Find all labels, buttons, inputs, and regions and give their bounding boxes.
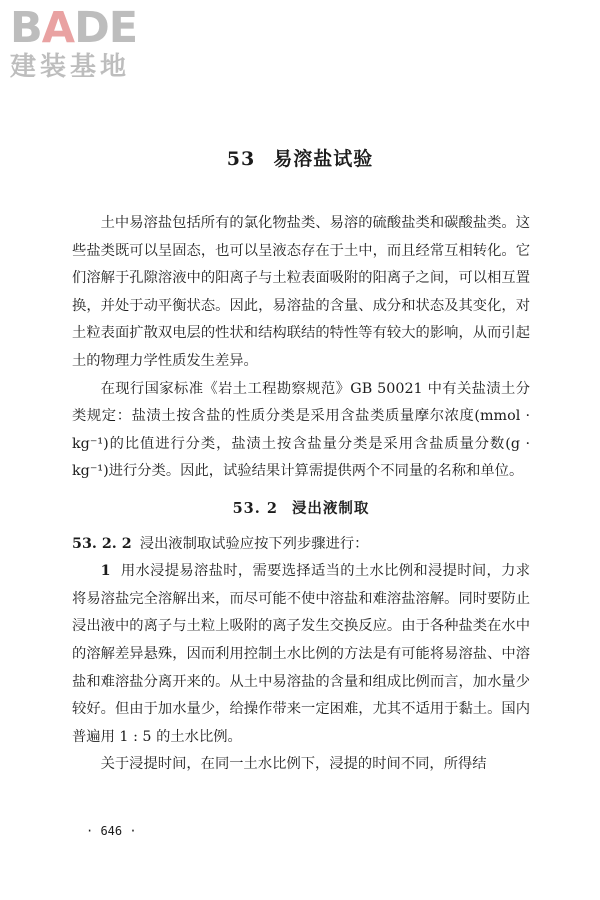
- section-heading: [72, 495, 530, 523]
- clause-paragraph: [72, 531, 530, 559]
- clause-number: 53. 2. 2: [72, 535, 132, 552]
- logo-wordmark: BADE: [10, 3, 138, 53]
- clause-text: 浸出液制取试验应按下列步骤进行：: [139, 535, 369, 552]
- chapter-title: [0, 144, 600, 171]
- logo-subtitle: 建装基地: [10, 52, 131, 82]
- chapter-number: 53: [226, 148, 256, 170]
- section-number: 53. 2: [232, 499, 278, 517]
- item-1-text: 用水浸提易溶盐时，需要选择适当的土水比例和浸提时间，力求将易溶盐完全溶解出来，而尽可能不使中溶盐和难溶盐溶解。同时要防止浸出液中的离子与土粒上吸附的离子发生交换反应。由于各种盐类在水中的溶解差异悬殊，因而利用控制土水比例的方法是有可能将易溶盐、中溶盐和难溶盐分离开来的。从土中易溶盐的含量和组成比例而言，加水量少较好。但由于加水量少，给操作带来一定困难，尤其不适用于黏土。国内普遍用 1 : 5 的土水比例。: [72, 563, 530, 745]
- page-body: [72, 210, 530, 779]
- continuation-paragraph: 关于浸提时间，在同一土水比例下，浸提的时间不同，所得结: [100, 756, 487, 773]
- section-name: 浸出液制取: [291, 499, 370, 517]
- intro-paragraph-1: 土中易溶盐包括所有的氯化物盐类、易溶的硫酸盐类和碳酸盐类。这些盐类既可以呈固态，也可以呈液态存在于土中，而且经常互相转化。它们溶解于孔隙溶液中的阳离子与土粒表面吸附的阳离子之间，可以相互置换，并处于动平衡状态。因此，易溶盐的含量、成分和状态及其变化，对土粒表面扩散双电层的性状和结构联结的特性等有较大的影响，从而引起土的物理力学性质发生差异。: [72, 215, 530, 369]
- page-number: · 646 ·: [86, 824, 137, 838]
- item-1-paragraph: [72, 558, 530, 751]
- chapter-name: 易溶盐试验: [273, 148, 374, 170]
- item-1-number: 1: [100, 563, 111, 580]
- logo: [10, 3, 180, 82]
- intro-paragraph-2: 在现行国家标准《岩土工程勘察规范》GB 50021 中有关盐渍土分类规定：盐渍土按含盐的性质分类是采用含盐类质量摩尔浓度(mmol · kg⁻¹)的比值进行分类，盐渍土按含盐量分类是采用含盐质量分数(g · kg⁻¹)进行分类。因此，试验结果计算需提供两个不同量的名称和单位。: [72, 380, 530, 480]
